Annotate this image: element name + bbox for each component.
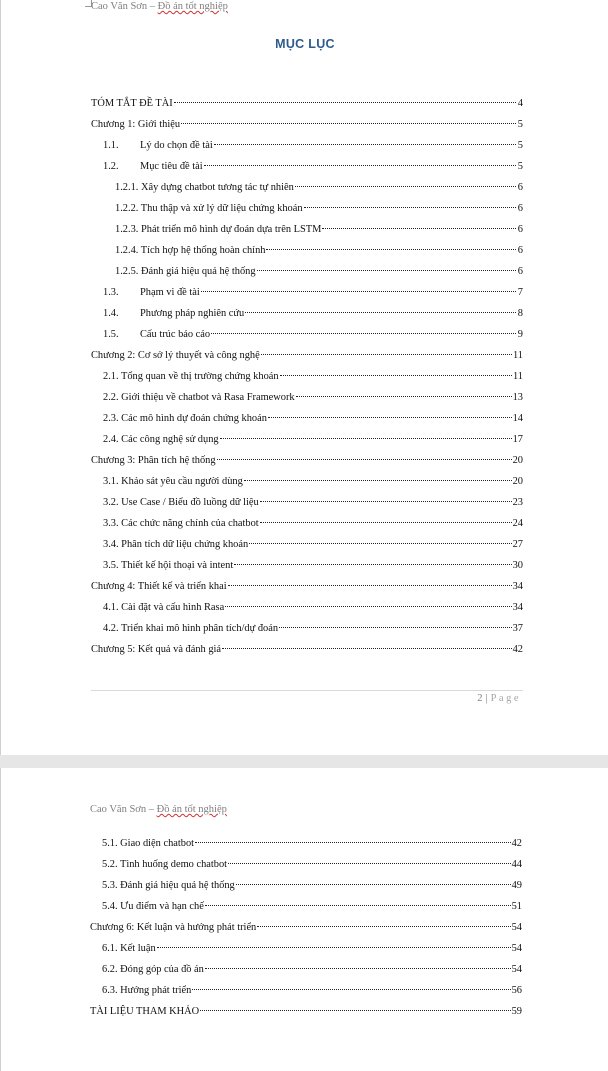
toc-entry-page: 44	[511, 859, 522, 870]
toc-entry-page: 24	[512, 518, 523, 529]
toc-dot-leader	[195, 842, 511, 843]
toc-dot-leader	[217, 459, 512, 460]
toc-dot-leader	[296, 396, 512, 397]
toc-entry-page: 20	[512, 455, 523, 466]
toc-dot-leader	[211, 333, 516, 334]
toc-dot-leader	[245, 312, 516, 313]
toc-entry[interactable]	[91, 434, 523, 455]
toc-dot-leader	[228, 863, 511, 864]
toc-entry-page: 37	[512, 623, 523, 634]
toc-dot-leader	[322, 228, 516, 229]
table-of-contents-continued	[90, 838, 522, 1027]
toc-entry-page: 5	[517, 140, 523, 151]
toc-entry[interactable]	[91, 161, 523, 182]
toc-entry-page: 23	[512, 497, 523, 508]
toc-entry-page: 7	[517, 287, 523, 298]
toc-entry-text: 3.5. Thiết kế hội thoại và intent	[103, 560, 234, 571]
footer-separator: |	[485, 693, 488, 704]
toc-dot-leader	[260, 522, 512, 523]
toc-entry-text: Chương 4: Thiết kế và triển khai	[91, 581, 227, 592]
toc-entry[interactable]	[91, 602, 523, 623]
toc-entry[interactable]	[90, 838, 522, 859]
toc-dot-leader	[181, 123, 516, 124]
toc-entry-page: 5	[517, 161, 523, 172]
toc-entry-text: 1.2.3. Phát triển mô hình dự đoán dựa trên LSTM	[115, 224, 322, 235]
toc-entry[interactable]	[90, 1006, 522, 1027]
toc-entry-text: Chương 3: Phân tích hệ thống	[91, 455, 216, 466]
toc-dot-leader	[228, 585, 512, 586]
toc-entry-page: 4	[517, 98, 523, 109]
header-title: Đồ án tốt nghiệp	[157, 1, 228, 12]
toc-entry-text: 2.3. Các mô hình dự đoán chứng khoán	[103, 413, 267, 424]
toc-entry[interactable]	[91, 413, 523, 434]
toc-entry-page: 42	[511, 838, 522, 849]
page-header-2	[90, 804, 227, 815]
toc-entry[interactable]	[91, 497, 523, 518]
toc-dot-leader	[249, 543, 511, 544]
toc-dot-leader	[234, 564, 511, 565]
toc-dot-leader	[204, 165, 516, 166]
toc-dot-leader	[295, 186, 516, 187]
toc-entry[interactable]	[91, 623, 523, 644]
toc-entry[interactable]	[90, 901, 522, 922]
toc-entry-page: 17	[512, 434, 523, 445]
toc-entry[interactable]	[91, 329, 523, 350]
header-separator: –	[146, 804, 157, 815]
toc-entry-text: 3.1. Khảo sát yêu cầu người dùng	[103, 476, 243, 487]
toc-dot-leader	[225, 606, 511, 607]
toc-entry-number: 1.2.	[103, 161, 119, 172]
toc-entry[interactable]	[90, 859, 522, 880]
toc-entry-page: 54	[511, 922, 522, 933]
toc-entry-page: 56	[511, 985, 522, 996]
toc-entry[interactable]	[91, 287, 523, 308]
toc-entry-page: 20	[512, 476, 523, 487]
toc-entry-page: 6	[517, 203, 523, 214]
toc-entry[interactable]	[91, 98, 523, 119]
toc-entry-text: TÀI LIỆU THAM KHẢO	[90, 1006, 200, 1017]
toc-entry[interactable]	[91, 224, 523, 245]
toc-dot-leader	[279, 627, 512, 628]
toc-entry-text: 5.3. Đánh giá hiệu quả hệ thống	[102, 880, 235, 891]
header-author: Cao Văn Sơn	[90, 804, 147, 815]
toc-entry-text: 3.2. Use Case / Biểu đồ luồng dữ liệu	[103, 497, 259, 508]
toc-dot-leader	[257, 270, 516, 271]
toc-entry-text: 1.2.1. Xây dựng chatbot tương tác tự nhiên	[115, 182, 294, 193]
toc-dot-leader	[201, 291, 516, 292]
toc-entry-page: 51	[511, 901, 522, 912]
toc-entry-page: 6	[517, 224, 523, 235]
toc-entry-text: 6.3. Hướng phát triển	[102, 985, 192, 996]
toc-dot-leader	[174, 102, 516, 103]
toc-entry-page: 30	[512, 560, 523, 571]
page-footer	[477, 693, 521, 704]
toc-dot-leader	[261, 354, 512, 355]
toc-entry-text: 6.2. Đóng góp của đồ án	[102, 964, 204, 975]
toc-entry-text: 5.4. Ưu điểm và hạn chế	[102, 901, 204, 912]
toc-entry-page: 6	[517, 266, 523, 277]
table-of-contents	[91, 98, 523, 665]
toc-entry[interactable]	[90, 880, 522, 901]
toc-entry-page: 6	[517, 245, 523, 256]
toc-entry[interactable]	[91, 560, 523, 581]
toc-entry-page: 14	[512, 413, 523, 424]
toc-entry-page: 34	[512, 581, 523, 592]
toc-entry[interactable]	[90, 964, 522, 985]
toc-entry[interactable]	[91, 308, 523, 329]
toc-entry-text: 4.2. Triển khai mô hình phân tích/dự đoán	[103, 623, 279, 634]
toc-entry[interactable]	[91, 140, 523, 161]
toc-entry[interactable]	[91, 644, 523, 665]
toc-entry-text: 2.2. Giới thiệu về chatbot và Rasa Framework	[103, 392, 295, 403]
toc-entry-text: Lý do chọn đề tài	[140, 140, 213, 151]
toc-dot-leader	[280, 375, 512, 376]
toc-entry-page: 8	[517, 308, 523, 319]
toc-entry[interactable]	[91, 539, 523, 560]
toc-entry-text: 5.1. Giao diện chatbot	[102, 838, 195, 849]
toc-entry-page: 5	[517, 119, 523, 130]
toc-entry[interactable]	[91, 581, 523, 602]
toc-entry-page: 11	[512, 371, 523, 382]
toc-entry-text: Chương 5: Kết quả và đánh giá	[91, 644, 222, 655]
toc-entry-number: 1.1.	[103, 140, 119, 151]
toc-entry-text: 1.2.2. Thu thập và xử lý dữ liệu chứng khoán	[115, 203, 303, 214]
toc-entry-text: Phạm vi đề tài	[140, 287, 200, 298]
toc-title: MỤC LỤC	[275, 37, 335, 51]
toc-entry-page: 34	[512, 602, 523, 613]
toc-dot-leader	[200, 1010, 510, 1011]
toc-dot-leader	[257, 926, 510, 927]
toc-entry-text: 4.1. Cài đặt và cấu hình Rasa	[103, 602, 225, 613]
toc-entry[interactable]	[91, 119, 523, 140]
toc-entry[interactable]	[91, 182, 523, 203]
toc-entry-page: 9	[517, 329, 523, 340]
toc-dot-leader	[192, 989, 510, 990]
footer-page-word: Page	[490, 693, 521, 704]
toc-entry[interactable]	[91, 476, 523, 497]
toc-entry-text: 2.4. Các công nghệ sử dụng	[103, 434, 219, 445]
toc-entry[interactable]	[91, 392, 523, 413]
toc-entry[interactable]	[91, 245, 523, 266]
header-author: Cao Văn Sơn	[91, 1, 148, 12]
page-header	[91, 1, 228, 12]
toc-entry-text: 5.2. Tình huống demo chatbot	[102, 859, 228, 870]
toc-entry[interactable]	[91, 203, 523, 224]
toc-entry-text: 3.4. Phân tích dữ liệu chứng khoán	[103, 539, 249, 550]
toc-entry[interactable]	[91, 518, 523, 539]
toc-dot-leader	[268, 417, 512, 418]
toc-entry-text: Chương 1: Giới thiệu	[91, 119, 181, 130]
toc-entry-number: 1.5.	[103, 329, 119, 340]
toc-entry[interactable]	[90, 943, 522, 964]
toc-dot-leader	[205, 968, 511, 969]
toc-entry-text: Chương 2: Cơ sở lý thuyết và công nghệ	[91, 350, 260, 361]
toc-entry-page: 11	[512, 350, 523, 361]
toc-dot-leader	[266, 249, 516, 250]
toc-entry-page: 13	[512, 392, 523, 403]
toc-dot-leader	[222, 648, 512, 649]
toc-entry-page: 59	[511, 1006, 522, 1017]
toc-entry-page: 54	[511, 943, 522, 954]
toc-dot-leader	[214, 144, 516, 145]
toc-entry-text: TÓM TẮT ĐỀ TÀI	[91, 98, 173, 109]
page-number: 2	[477, 693, 483, 704]
toc-entry[interactable]	[90, 985, 522, 1006]
toc-entry[interactable]	[91, 350, 523, 371]
toc-dot-leader	[220, 438, 512, 439]
toc-dot-leader	[205, 905, 511, 906]
toc-entry-page: 42	[512, 644, 523, 655]
header-title: Đồ án tốt nghiệp	[156, 804, 227, 815]
toc-dot-leader	[157, 947, 511, 948]
toc-entry[interactable]	[91, 266, 523, 287]
toc-entry-text: 6.1. Kết luận	[102, 943, 156, 954]
toc-dot-leader	[304, 207, 516, 208]
toc-entry-text: 1.2.4. Tích hợp hệ thống hoàn chỉnh	[115, 245, 266, 256]
toc-entry-text: Cấu trúc báo cáo	[140, 329, 211, 340]
toc-dot-leader	[260, 501, 512, 502]
toc-entry-text: Mục tiêu đề tài	[140, 161, 203, 172]
toc-entry-text: 2.1. Tổng quan về thị trường chứng khoán	[103, 371, 279, 382]
toc-entry[interactable]	[91, 455, 523, 476]
toc-entry-text: Chương 6: Kết luận và hướng phát triển	[90, 922, 257, 933]
footer-divider	[91, 690, 523, 691]
toc-entry-number: 1.4.	[103, 308, 119, 319]
toc-entry-text: Phương pháp nghiên cứu	[140, 308, 245, 319]
header-separator: –	[147, 1, 158, 12]
toc-entry-page: 27	[512, 539, 523, 550]
toc-dot-leader	[244, 480, 512, 481]
toc-entry-text: 1.2.5. Đánh giá hiệu quả hệ thống	[115, 266, 256, 277]
toc-entry-page: 49	[511, 880, 522, 891]
toc-entry[interactable]	[91, 371, 523, 392]
toc-entry-page: 54	[511, 964, 522, 975]
toc-entry[interactable]	[90, 922, 522, 943]
toc-entry-text: 3.3. Các chức năng chính của chatbot	[103, 518, 259, 529]
toc-entry-page: 6	[517, 182, 523, 193]
toc-dot-leader	[236, 884, 511, 885]
toc-entry-number: 1.3.	[103, 287, 119, 298]
